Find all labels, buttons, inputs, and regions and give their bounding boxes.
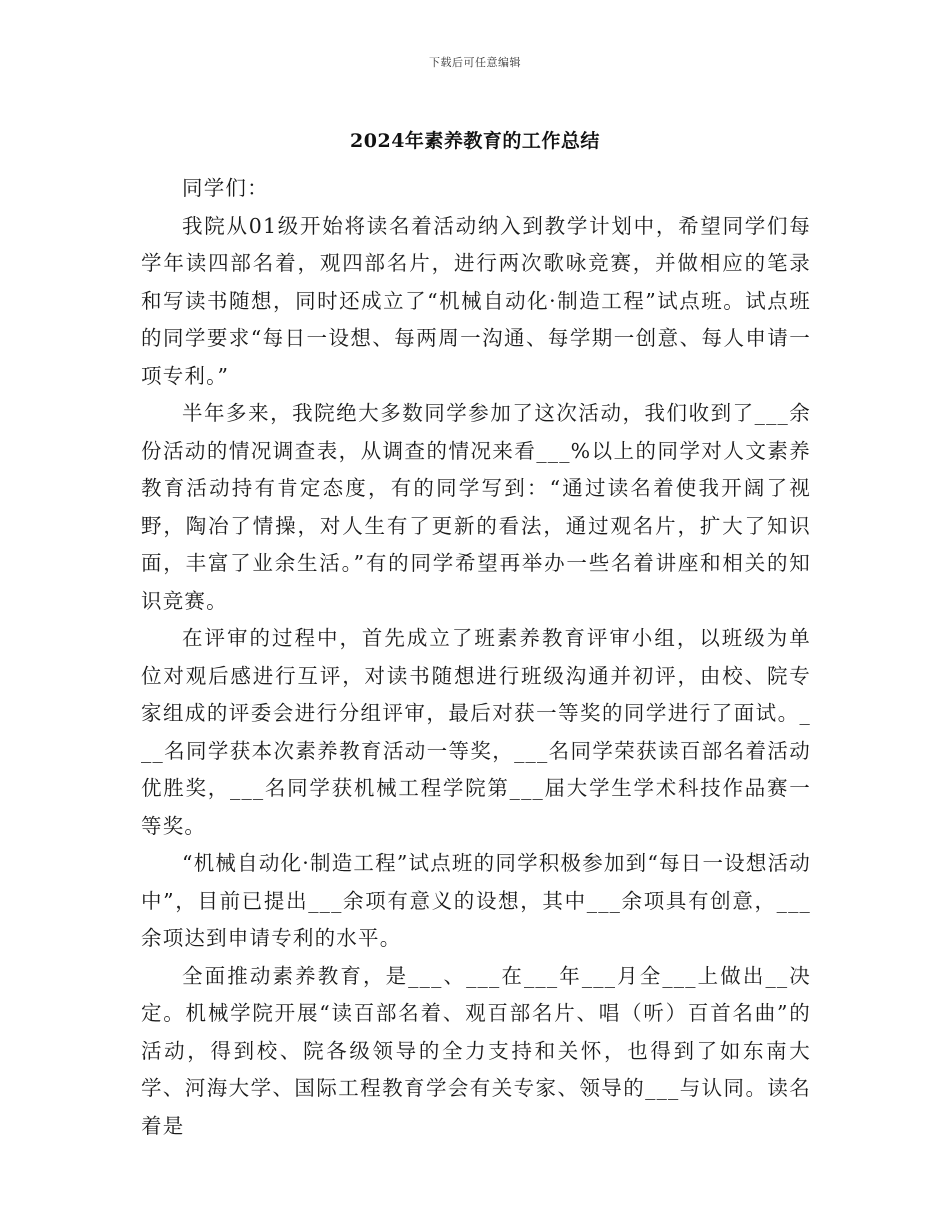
body-paragraph: 全面推动素养教育，是___、___在___年___月全___上做出__决定。机械学院开展“读百部名着、观百部名片、唱（听）百首名曲”的活动，得到校、院各级领导的全力支持和关怀，也得到了如东南大学、河海大学、国际工程教育学会有关专家、领导的___与认同。读名着是 — [141, 963, 811, 1138]
body-paragraph: 半年多来，我院绝大多数同学参加了这次活动，我们收到了___余份活动的情况调查表，从调查的情况来看___%以上的同学对人文素养教育活动持有肯定态度，有的同学写到：“通过读名着使我开阔了视野，陶冶了情操，对人生有了更新的看法，通过观名片，扩大了知识面，丰富了业余生活。”有的同学希望再举办一些名着讲座和相关的知识竞赛。 — [141, 401, 811, 613]
body-paragraph: 在评审的过程中，首先成立了班素养教育评审小组，以班级为单位对观后感进行互评，对读书随想进行班级沟通并初评，由校、院专家组成的评委会进行分组评审，最后对获一等奖的同学进行了面试。___名同学获本次素养教育活动一等奖，___名同学荣获读百部名着活动优胜奖，___名同学获机械工程学院第___届大学生学术科技作品赛一等奖。 — [141, 626, 811, 838]
body-paragraph: 我院从01级开始将读名着活动纳入到教学计划中，希望同学们每学年读四部名着，观四部名片，进行两次歌咏竞赛，并做相应的笔录和写读书随想，同时还成立了“机械自动化·制造工程”试点班。试点班的同学要求“每日一设想、每两周一沟通、每学期一创意、每人申请一项专利。” — [141, 213, 811, 388]
document-body — [141, 170, 811, 1145]
salutation-paragraph: 同学们： — [182, 176, 269, 200]
body-paragraph: “机械自动化·制造工程”试点班的同学积极参加到“每日一设想活动中”，目前已提出___余项有意义的设想，其中___余项具有创意，___余项达到申请专利的水平。 — [141, 851, 811, 950]
document-title: 2024年素养教育的工作总结 — [350, 130, 600, 152]
header-note: 下载后可任意编辑 — [429, 56, 521, 69]
